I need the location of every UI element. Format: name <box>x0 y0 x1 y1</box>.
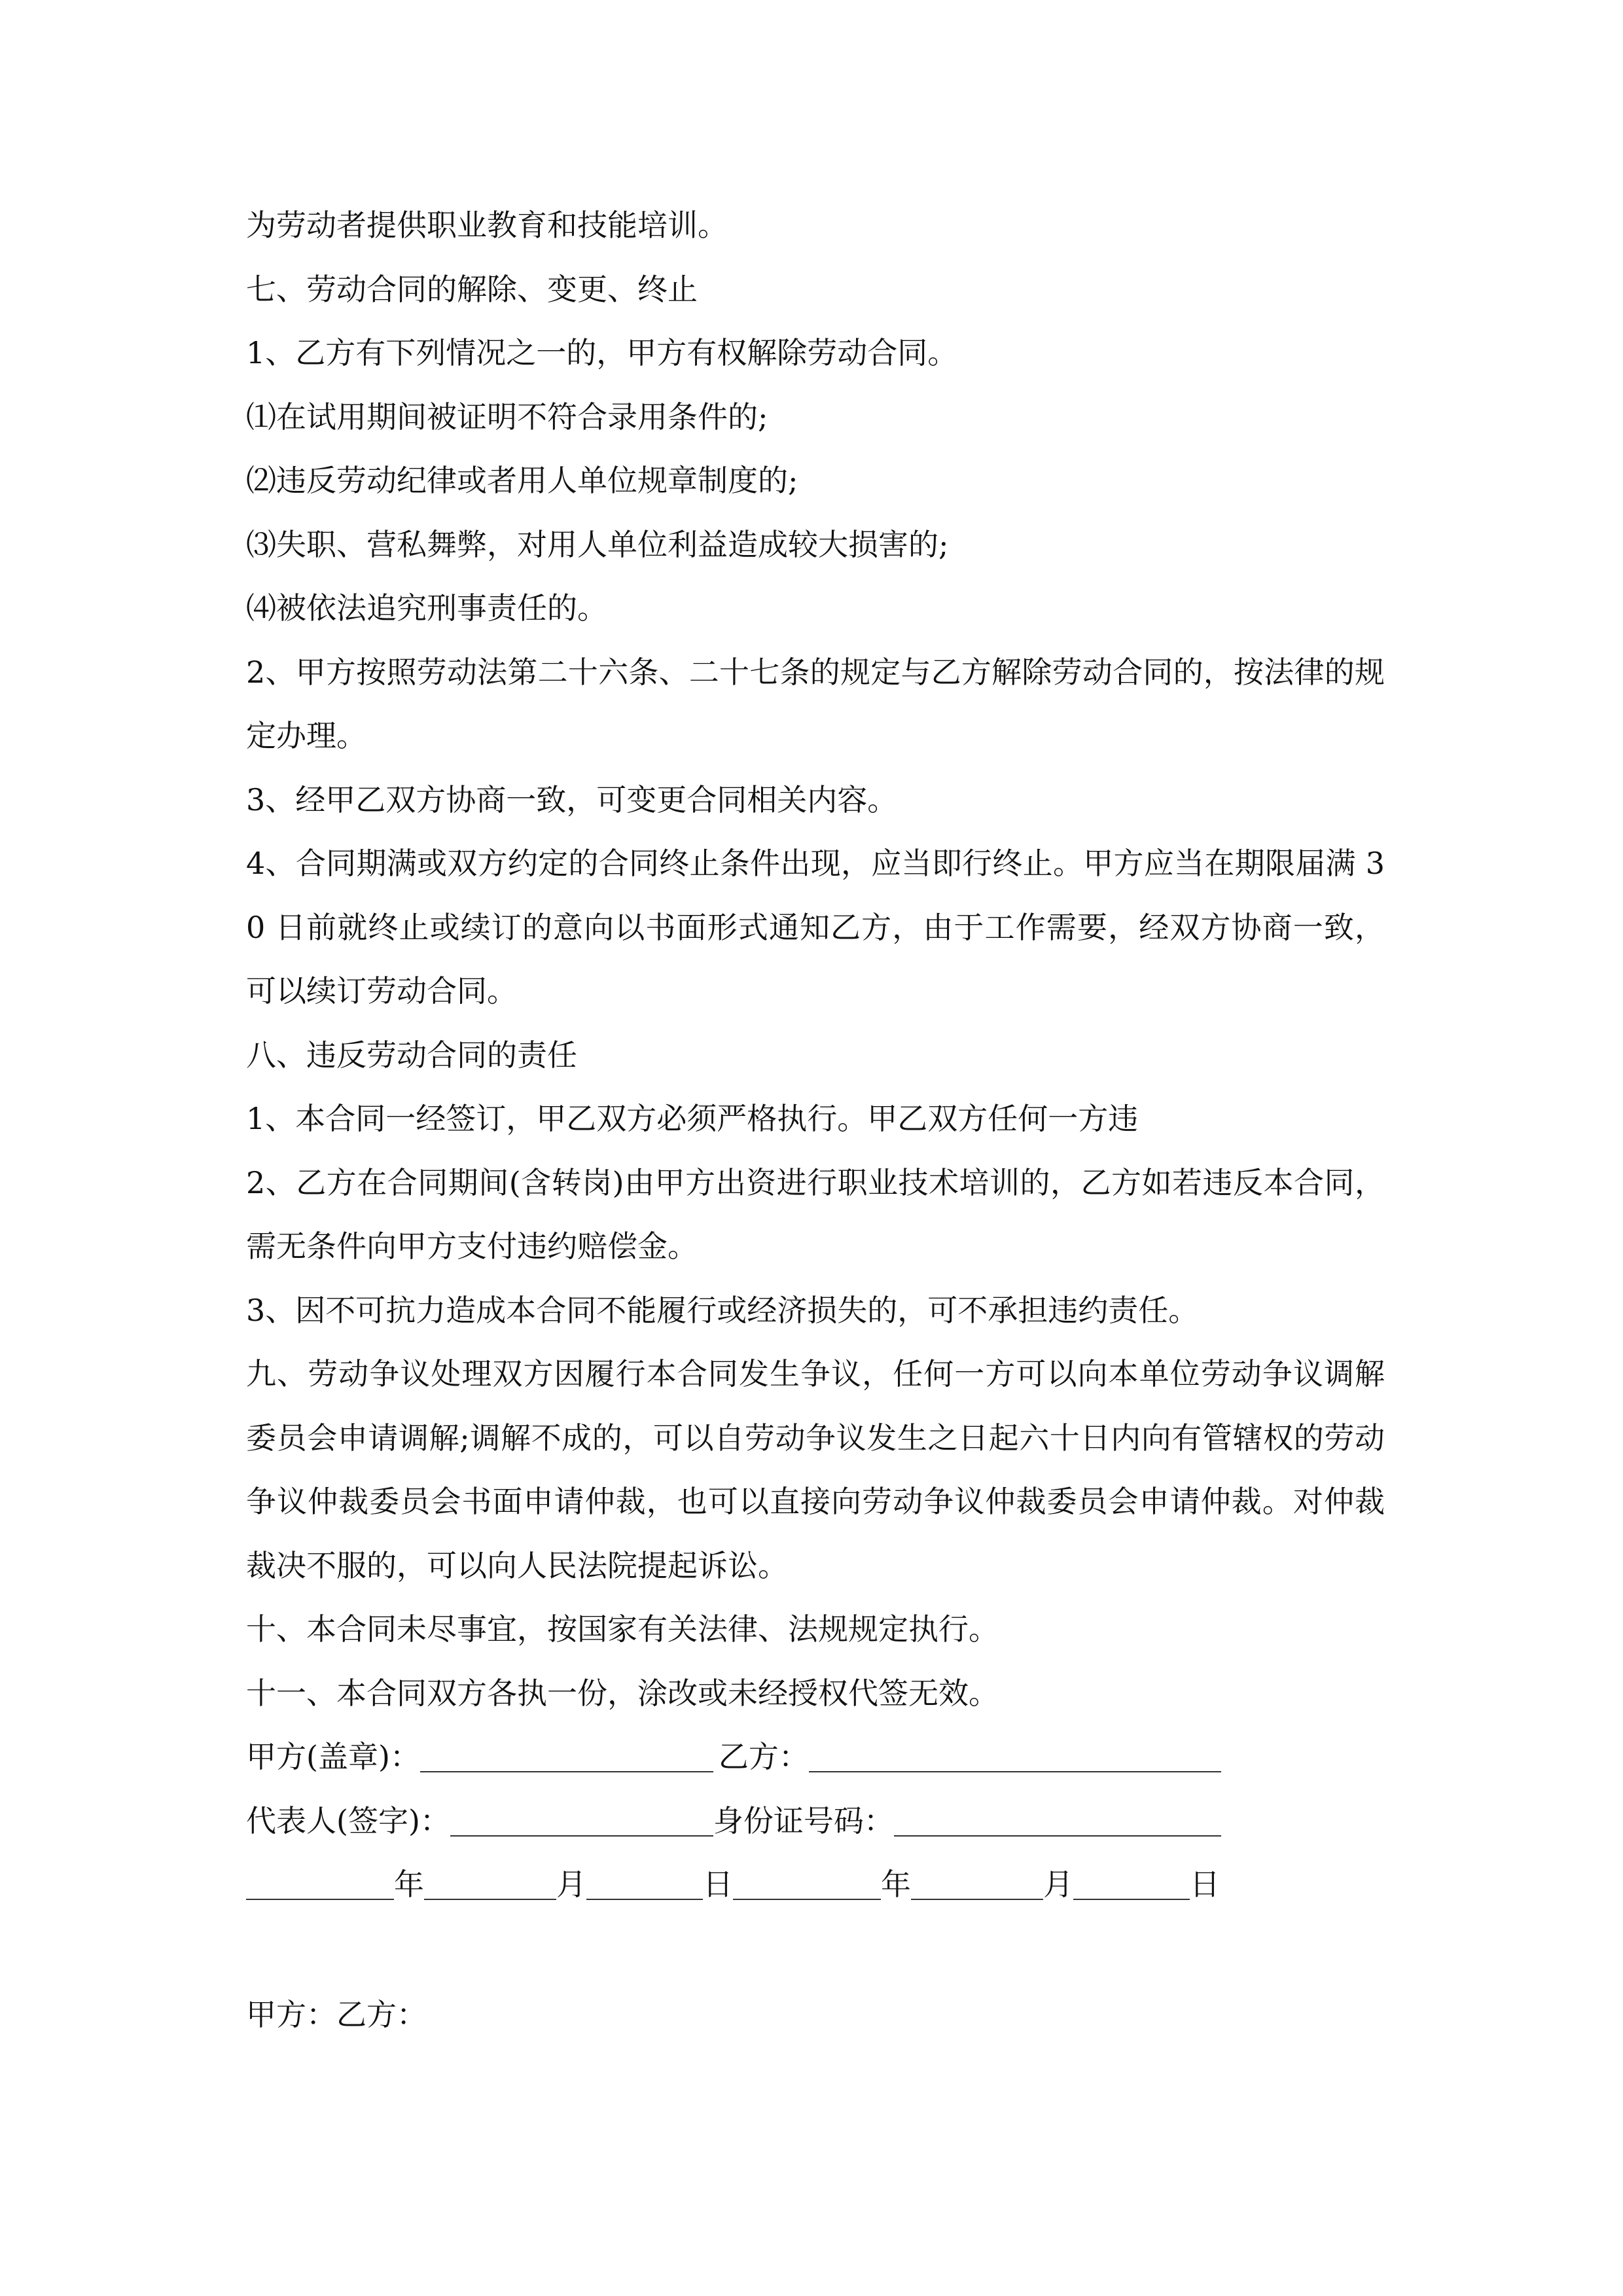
representative-label: 代表人(签字)： <box>246 1803 450 1839</box>
heading-section-8: 八、违反劳动合同的责任 <box>246 1037 577 1073</box>
paragraph-7-1-d: ⑷被依法追究刑事责任的。 <box>246 590 607 626</box>
paragraph-training: 为劳动者提供职业教育和技能培训。 <box>246 207 728 243</box>
date-b-day-blank[interactable] <box>1073 1869 1190 1900</box>
date-a-day-label: 日 <box>703 1867 733 1902</box>
id-number-blank[interactable] <box>894 1805 1221 1837</box>
party-b-label: 乙方： <box>718 1739 809 1774</box>
paragraph-7-4: 4、合同期满或双方约定的合同终止条件出现，应当即行终止。甲方应当在期限届满 30 日前就终止或续订的意向以书面形式通知乙方，由于工作需要，经双方协商一致，可以续订劳动合同。 <box>246 846 1385 1009</box>
signature-line-representative <box>246 1789 1385 1854</box>
paragraph-7-1: 1、乙方有下列情况之一的，甲方有权解除劳动合同。 <box>246 335 958 370</box>
paragraph-section-9: 九、劳动争议处理双方因履行本合同发生争议，任何一方可以向本单位劳动争议调解委员会申请调解;调解不成的，可以自劳动争议发生之日起六十日内向有管辖权的劳动争议仲裁委员会书面申请仲裁，也可以直接向劳动争议仲裁委员会申请仲裁。对仲裁裁决不服的，可以向人民法院提起诉讼。 <box>246 1356 1385 1583</box>
paragraph-7-1-b: ⑵违反劳动纪律或者用人单位规章制度的; <box>246 463 798 498</box>
representative-blank[interactable] <box>450 1805 713 1837</box>
date-a-day-blank[interactable] <box>586 1869 703 1900</box>
signature-line-dates <box>246 1853 1385 1917</box>
date-b-year-blank[interactable] <box>733 1869 881 1900</box>
paragraph-8-3: 3、因不可抗力造成本合同不能履行或经济损失的，可不承担违约责任。 <box>246 1292 1199 1328</box>
paragraph-8-2: 2、乙方在合同期间(含转岗)由甲方出资进行职业技术培训的，乙方如若违反本合同，需无条件向甲方支付违约赔偿金。 <box>246 1164 1385 1264</box>
paragraph-8-1: 1、本合同一经签订，甲乙双方必须严格执行。甲乙双方任何一方违 <box>246 1101 1139 1136</box>
paragraph-7-3: 3、经甲乙双方协商一致，可变更合同相关内容。 <box>246 781 898 817</box>
heading-section-7: 七、劳动合同的解除、变更、终止 <box>246 271 698 307</box>
party-b-blank[interactable] <box>809 1741 1221 1772</box>
party-a-seal-label: 甲方(盖章)： <box>246 1739 420 1774</box>
id-number-label: 身份证号码： <box>713 1803 894 1839</box>
paragraph-section-11: 十一、本合同双方各执一份，涂改或未经授权代签无效。 <box>246 1675 999 1711</box>
date-b-month-blank[interactable] <box>911 1869 1043 1900</box>
paragraph-7-2: 2、甲方按照劳动法第二十六条、二十七条的规定与乙方解除劳动合同的，按法律的规定办理。 <box>246 654 1385 753</box>
paragraph-section-10: 十、本合同未尽事宜，按国家有关法律、法规规定执行。 <box>246 1611 999 1647</box>
date-b-year-label: 年 <box>881 1867 911 1902</box>
document-body <box>246 194 1385 1917</box>
paragraph-7-1-c: ⑶失职、营私舞弊，对用人单位利益造成较大损害的; <box>246 526 949 562</box>
final-parties-line: 甲方：乙方： <box>246 1997 427 2032</box>
signature-line-parties <box>246 1725 1385 1789</box>
date-a-year-blank[interactable] <box>246 1869 394 1900</box>
date-a-month-label: 月 <box>556 1867 586 1902</box>
date-a-year-label: 年 <box>394 1867 424 1902</box>
date-b-month-label: 月 <box>1043 1867 1073 1902</box>
date-b-day-label: 日 <box>1190 1867 1220 1902</box>
paragraph-7-1-a: ⑴在试用期间被证明不符合录用条件的; <box>246 399 768 435</box>
date-a-month-blank[interactable] <box>424 1869 556 1900</box>
party-a-seal-blank[interactable] <box>420 1741 713 1772</box>
